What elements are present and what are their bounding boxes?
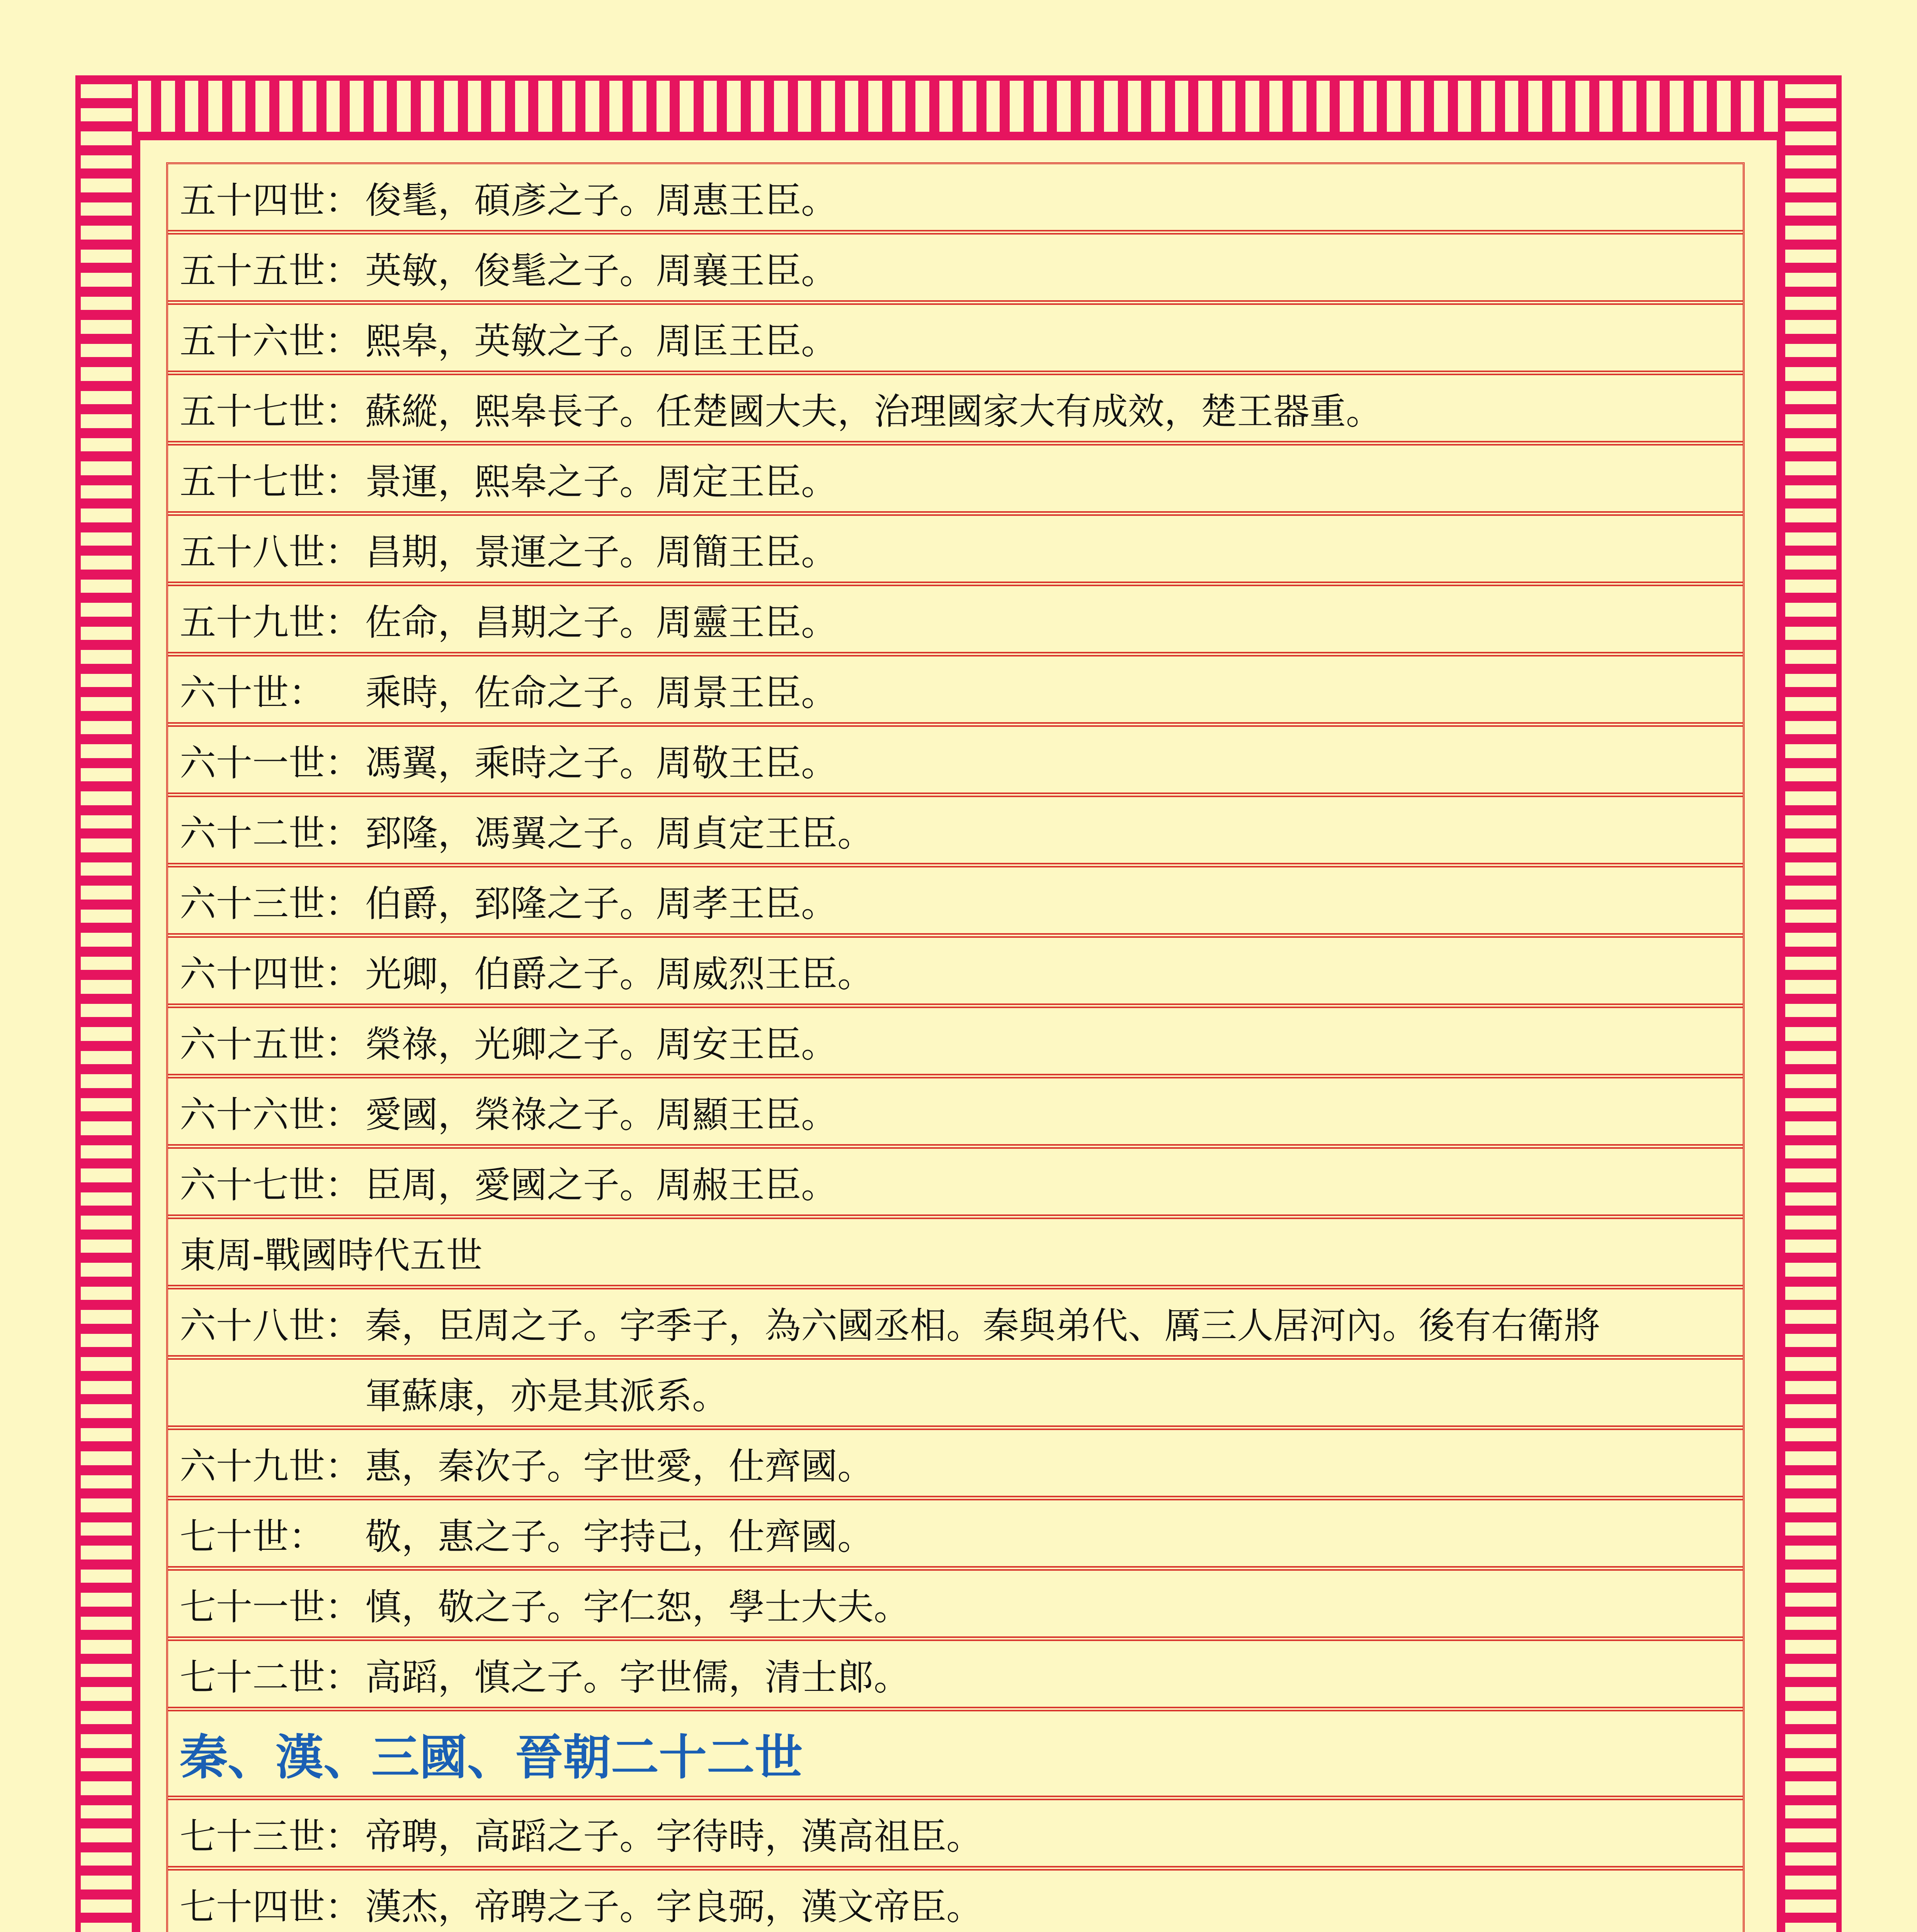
generation-row — [168, 516, 1743, 586]
generation-label: 五十九世： — [180, 601, 362, 644]
generation-row — [168, 446, 1743, 516]
generation-text: 帝聘，高蹈之子。字待時，漢高祖臣。 — [365, 1815, 983, 1858]
generation-text: 熙皋，英敏之子。周匡王臣。 — [365, 320, 838, 362]
generation-label: 六十二世： — [180, 812, 362, 855]
generation-row — [168, 1430, 1743, 1500]
generation-label: 五十四世： — [180, 179, 362, 222]
generation-text: 榮祿，光卿之子。周安王臣。 — [365, 1023, 838, 1066]
generation-row — [168, 375, 1743, 446]
generation-text: 乘時，佐命之子。周景王臣。 — [365, 672, 838, 714]
generation-label: 六十八世： — [180, 1304, 362, 1347]
generation-row — [168, 235, 1743, 305]
generation-row — [168, 656, 1743, 727]
generation-row — [168, 305, 1743, 375]
generation-label: 六十五世： — [180, 1023, 362, 1066]
generation-row — [168, 164, 1743, 235]
generation-text: 高蹈，慎之子。字世儒，清士郎。 — [365, 1656, 910, 1699]
generation-text: 佐命，昌期之子。周靈王臣。 — [365, 601, 838, 644]
generation-row — [168, 867, 1743, 938]
generation-text: 秦，臣周之子。字季子，為六國丞相。秦與弟代、厲三人居河內。後有右衛將 — [365, 1304, 1601, 1347]
generation-label: 五十八世： — [180, 531, 362, 573]
generation-label: 六十六世： — [180, 1094, 362, 1136]
generation-text: 軍蘇康，亦是其派系。 — [365, 1375, 729, 1417]
subheading-row — [168, 1219, 1743, 1289]
generation-label: 五十七世： — [180, 390, 362, 433]
generation-label: 六十四世： — [180, 953, 362, 995]
generation-text: 伯爵，郅隆之子。周孝王臣。 — [365, 883, 838, 925]
generation-text: 蘇縱，熙皋長子。任楚國大夫，治理國家大有成效，楚王器重。 — [365, 390, 1383, 433]
generation-row — [168, 1871, 1743, 1932]
generation-text: 敬，惠之子。字持己，仕齊國。 — [365, 1515, 874, 1558]
generation-label: 五十七世： — [180, 461, 362, 503]
generation-text: 英敏，俊髦之子。周襄王臣。 — [365, 250, 838, 292]
section-heading-row — [168, 1711, 1743, 1800]
generation-label: 七十三世： — [180, 1815, 362, 1858]
generation-row — [168, 1500, 1743, 1571]
generation-row — [168, 1360, 1743, 1430]
generation-text: 俊髦，碩彥之子。周惠王臣。 — [365, 179, 838, 222]
decorative-border-right — [1780, 75, 1842, 1932]
decorative-border-top — [75, 75, 1842, 137]
generation-row — [168, 727, 1743, 797]
decorative-border-left — [75, 75, 137, 1932]
generation-label: 七十一世： — [180, 1586, 362, 1628]
generation-row — [168, 938, 1743, 1008]
generation-text: 漢杰，帝聘之子。字良弼，漢文帝臣。 — [365, 1886, 983, 1928]
generation-text: 郅隆，馮翼之子。周貞定王臣。 — [365, 812, 874, 855]
generation-row — [168, 1571, 1743, 1641]
generation-row — [168, 797, 1743, 867]
generation-row — [168, 1078, 1743, 1149]
generation-label: 六十七世： — [180, 1164, 362, 1206]
generation-label: 六十世： — [180, 672, 325, 714]
generation-text: 慎，敬之子。字仁恕，學士大夫。 — [365, 1586, 910, 1628]
generation-label: 六十一世： — [180, 742, 362, 784]
generation-text: 昌期，景運之子。周簡王臣。 — [365, 531, 838, 573]
generation-text: 惠，秦次子。字世愛，仕齊國。 — [365, 1445, 874, 1488]
generation-label: 五十五世： — [180, 250, 362, 292]
generation-label: 五十六世： — [180, 320, 362, 362]
generation-row — [168, 1289, 1743, 1360]
generation-label: 七十四世： — [180, 1886, 362, 1928]
generation-label: 七十世： — [180, 1515, 325, 1558]
generation-text: 景運，熙皋之子。周定王臣。 — [365, 461, 838, 503]
generation-row — [168, 1149, 1743, 1219]
generation-text: 臣周，愛國之子。周赧王臣。 — [365, 1164, 838, 1206]
generation-row — [168, 1800, 1743, 1871]
generation-label: 七十二世： — [180, 1656, 362, 1699]
generation-row — [168, 1008, 1743, 1078]
generation-label: 六十九世： — [180, 1445, 362, 1488]
generation-text: 光卿，伯爵之子。周威烈王臣。 — [365, 953, 874, 995]
subheading: 東周-戰國時代五世 — [180, 1234, 483, 1277]
generation-label: 六十三世： — [180, 883, 362, 925]
genealogy-table — [166, 162, 1745, 1932]
generation-text: 馮翼，乘時之子。周敬王臣。 — [365, 742, 838, 784]
generation-row — [168, 586, 1743, 656]
section-heading: 秦、漢、三國、晉朝二十二世 — [180, 1730, 803, 1786]
generation-row — [168, 1641, 1743, 1711]
generation-text: 愛國，榮祿之子。周顯王臣。 — [365, 1094, 838, 1136]
